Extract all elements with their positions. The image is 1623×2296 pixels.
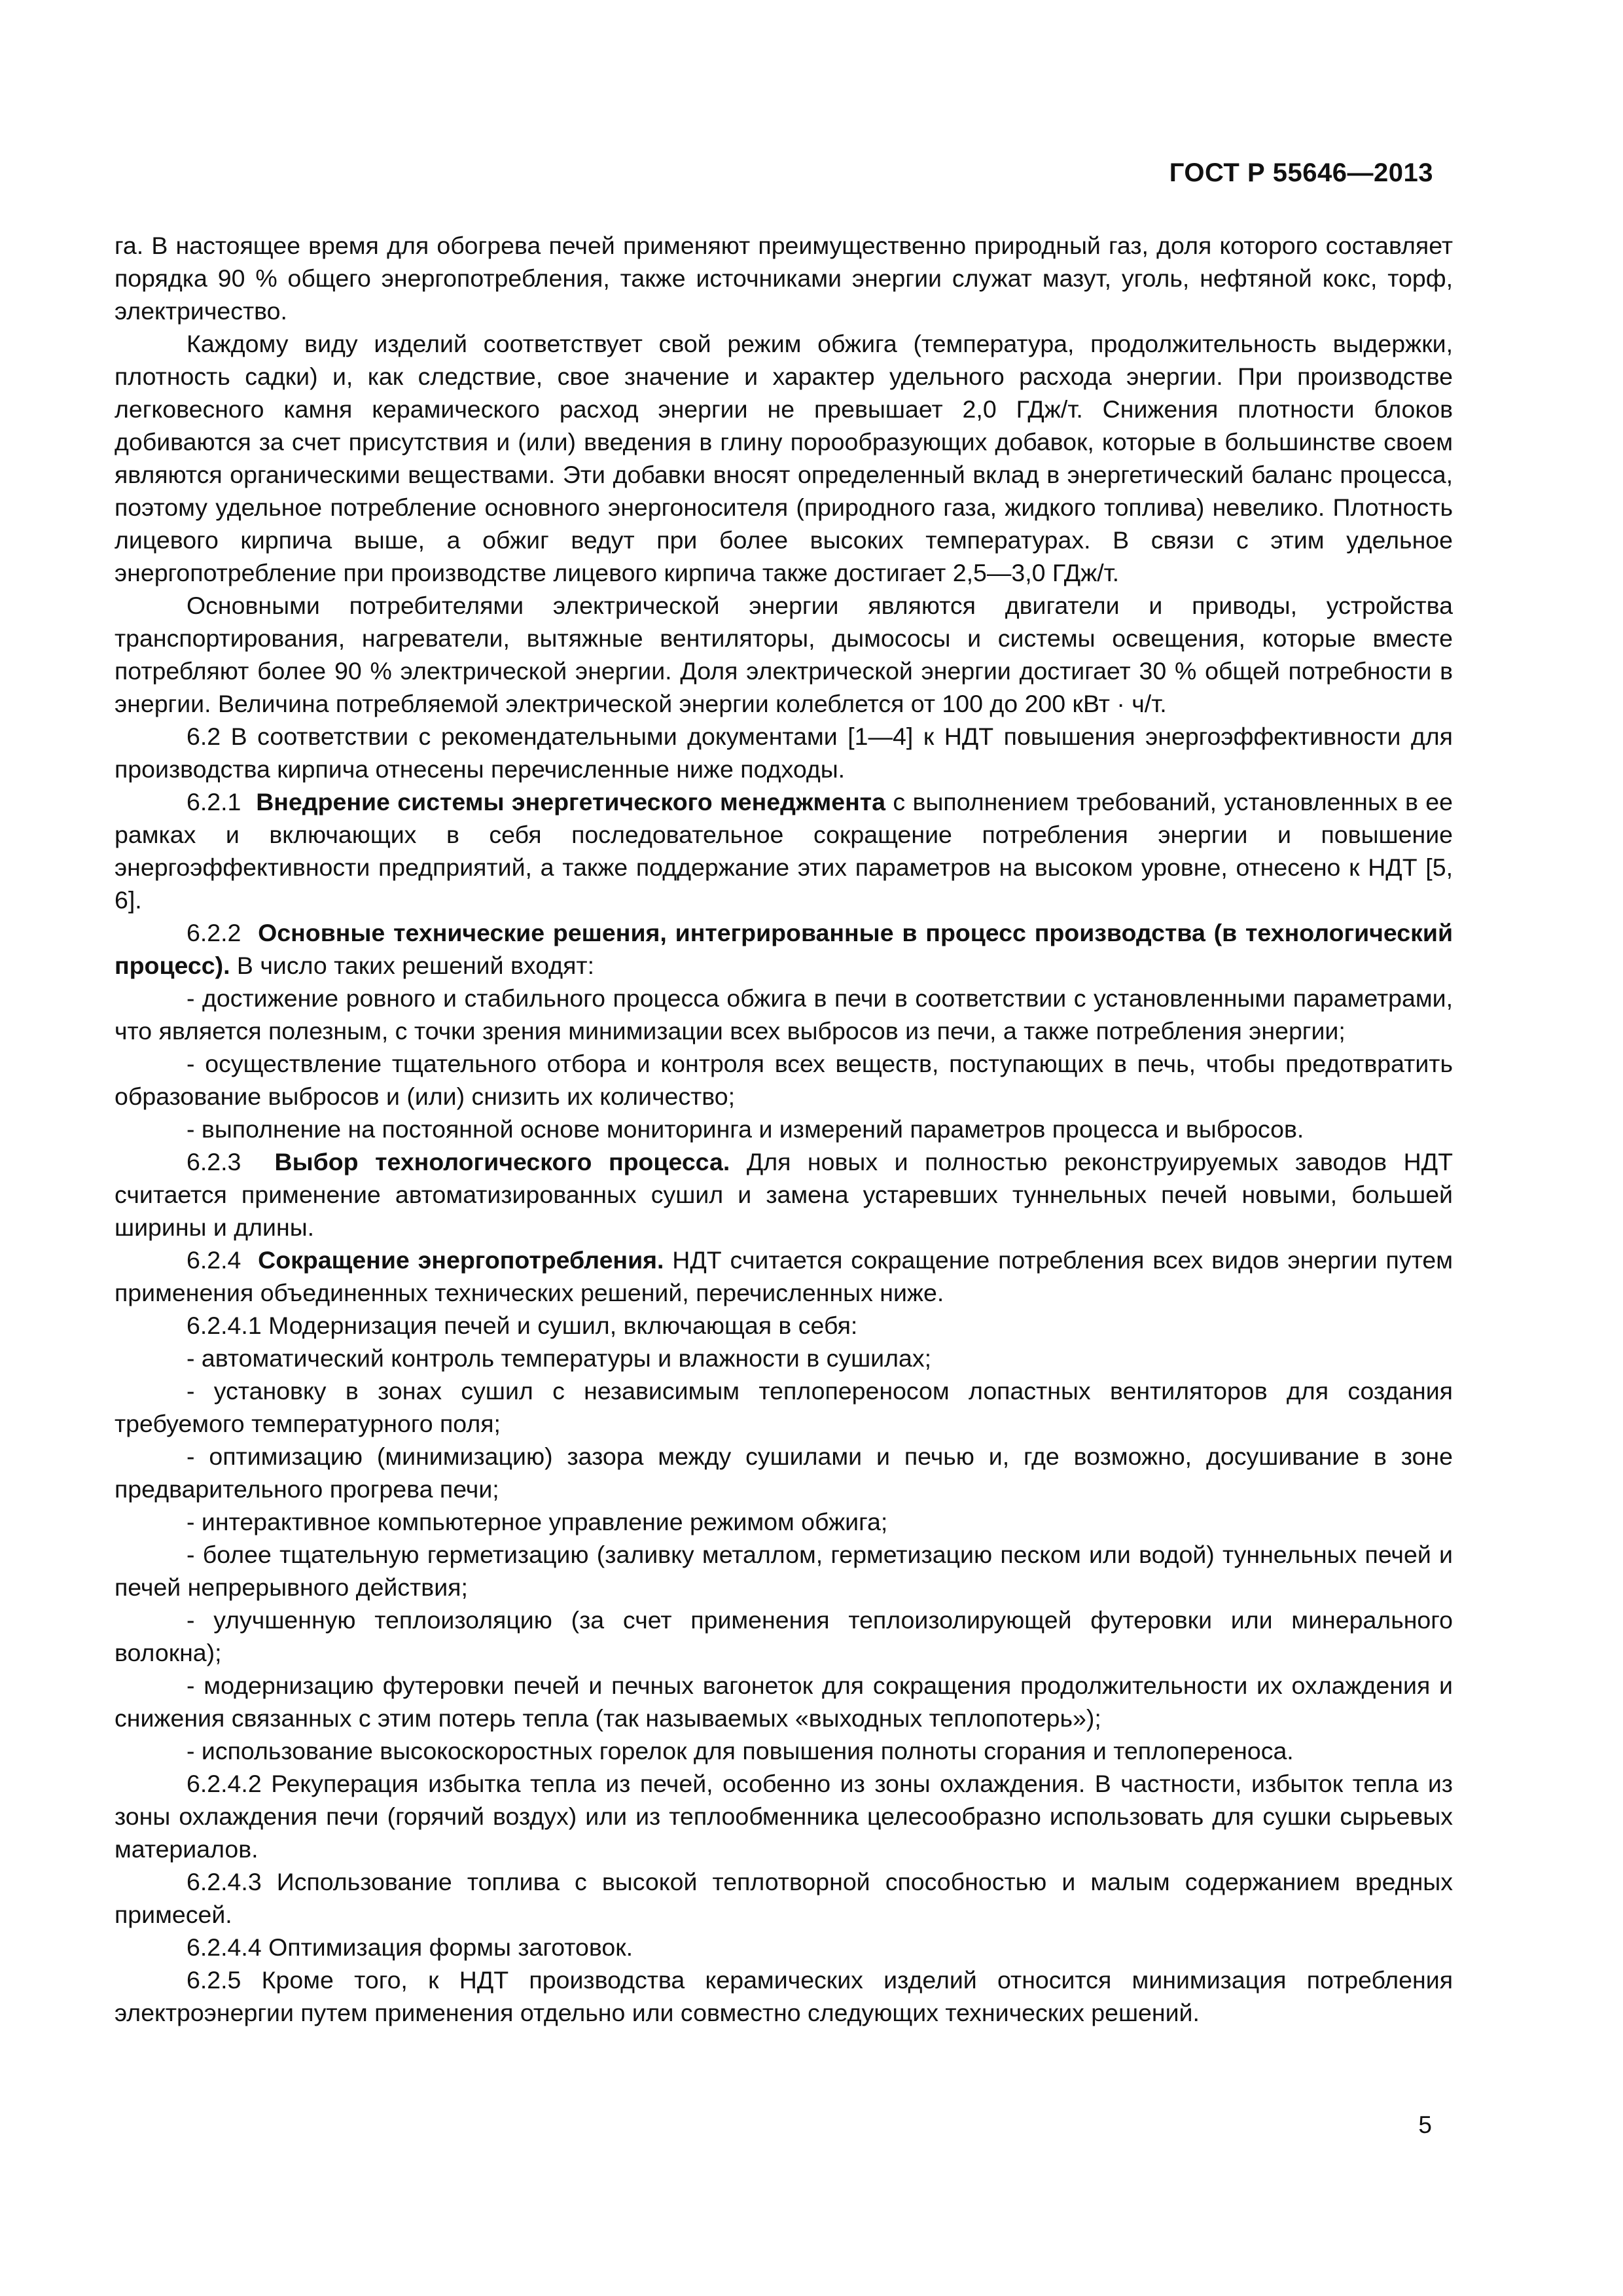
paragraph bbox=[115, 1734, 1453, 1767]
paragraph-text: - осуществление тщательного отбора и контроля всех веществ, поступающих в печь, чтобы предотвратить образование выбросов и (или) снизить их количество; bbox=[115, 1050, 1453, 1110]
paragraph-text: - автоматический контроль температуры и влажности в сушилах; bbox=[187, 1344, 932, 1372]
paragraph-text: - использование высокоскоростных горелок для повышения полноты сгорания и теплопереноса. bbox=[187, 1737, 1294, 1765]
paragraph bbox=[115, 1113, 1453, 1145]
paragraph-text: - оптимизацию (минимизацию) зазора между сушилами и печью и, где возможно, досушивание в зоне предварительного прогрева печи; bbox=[115, 1443, 1453, 1503]
paragraph bbox=[115, 1145, 1453, 1244]
section-number: 6.2.3 bbox=[187, 1148, 275, 1175]
paragraph bbox=[115, 229, 1453, 327]
paragraph-text: НДТ считается сокращение потребления всех видов энергии путем применения объединенных технических решений, перечисленных ниже. bbox=[115, 1246, 1453, 1306]
paragraph bbox=[115, 1604, 1453, 1669]
section-heading: Выбор технологического процесса. bbox=[274, 1148, 730, 1175]
paragraph bbox=[115, 1440, 1453, 1505]
paragraph-text: - модернизацию футеровки печей и печных вагонеток для сокращения продолжительности их охлаждения и снижения связанных с этим потерь тепла (так называемых «выходных теплопотерь»); bbox=[115, 1672, 1453, 1732]
paragraph bbox=[115, 916, 1453, 982]
paragraph-text: га. В настоящее время для обогрева печей применяют преимущественно природный газ, доля которого составляет порядка 90 % общего энергопотребления, также источниками энергии служат мазут, уголь, нефтяной кокс, торф, электричество. bbox=[115, 232, 1453, 325]
paragraph-text: - более тщательную герметизацию (заливку металлом, герметизацию песком или водой) туннельных печей и печей непрерывного действия; bbox=[115, 1541, 1453, 1601]
section-number: 6.2.2 bbox=[187, 919, 259, 946]
document-header: ГОСТ Р 55646—2013 bbox=[1169, 158, 1433, 187]
paragraph bbox=[115, 1374, 1453, 1440]
paragraph bbox=[115, 589, 1453, 720]
paragraph bbox=[115, 1047, 1453, 1113]
paragraph bbox=[115, 785, 1453, 916]
paragraph-text: Основными потребителями электрической энергии являются двигатели и приводы, устройства транспортирования, нагреватели, вытяжные вентиляторы, дымососы и системы освещения, которые вместе потребляют более 90 % электрической энергии. Доля электрической энергии достигает 30 % общей потребности в энергии. Величина потребляемой электрической энергии колеблется от 100 до 200 кВт · ч/т. bbox=[115, 592, 1453, 717]
paragraph-text: 6.2 В соответствии с рекомендательными документами [1—4] к НДТ повышения энергоэффективности для производства кирпича отнесены перечисленные ниже подходы. bbox=[115, 723, 1453, 783]
paragraph bbox=[115, 1505, 1453, 1538]
paragraph-text: Для новых и полностью реконструируемых заводов НДТ считается применение автоматизированных сушил и замена устаревших туннельных печей новыми, большей ширины и длины. bbox=[115, 1148, 1454, 1241]
paragraph bbox=[115, 720, 1453, 785]
section-number: 6.2.1 bbox=[187, 788, 257, 816]
paragraph bbox=[115, 1767, 1453, 1865]
section-number: 6.2.4 bbox=[187, 1246, 259, 1274]
paragraph-text: с выполнением требований, установленных в ее рамках и включающих в себя последовательное сокращение потребления энергии и повышение энергоэффективности предприятий, а также поддержание этих параметров на высоком уровне, отнесено к НДТ [5, 6]. bbox=[115, 788, 1454, 914]
paragraph-text: 6.2.4.4 Оптимизация формы заготовок. bbox=[187, 1933, 633, 1961]
paragraph-text: В число таких решений входят: bbox=[230, 952, 595, 979]
paragraph-text: Каждому виду изделий соответствует свой режим обжига (температура, продолжительность выдержки, плотность садки) и, как следствие, свое значение и характер удельного расхода энергии. При производстве легковесного камня керамического расход энергии не превышает 2,0 ГДж/т. Снижения плотности блоков добиваются за счет присутствия и (или) введения в глину порообразующих добавок, которые в большинстве своем являются органическими веществами. Эти добавки вносят определенный вклад в энергетический баланс процесса, поэтому удельное потребление основного энергоносителя (природного газа, жидкого топлива) невелико. Плотность лицевого кирпича выше, а обжиг ведут при более высоких температурах. В связи с этим удельное энергопотребление при производстве лицевого кирпича также достигает 2,5—3,0 ГДж/т. bbox=[115, 330, 1453, 586]
paragraph-text: 6.2.4.3 Использование топлива с высокой теплотворной способностью и малым содержанием вредных примесей. bbox=[115, 1868, 1453, 1928]
paragraph bbox=[115, 982, 1453, 1047]
paragraph-text: - достижение ровного и стабильного процесса обжига в печи в соответствии с установленными параметрами, что является полезным, с точки зрения минимизации всех выбросов из печи, а также потребления энергии; bbox=[115, 984, 1453, 1045]
paragraph bbox=[115, 1964, 1453, 2029]
paragraph bbox=[115, 1669, 1453, 1734]
paragraph bbox=[115, 1342, 1453, 1374]
section-heading: Внедрение системы энергетического менеджмента bbox=[256, 788, 885, 816]
paragraph bbox=[115, 1309, 1453, 1342]
document-body bbox=[115, 229, 1453, 2029]
paragraph bbox=[115, 1538, 1453, 1604]
paragraph-text: 6.2.4.2 Рекуперация избытка тепла из печей, особенно из зоны охлаждения. В частности, избыток тепла из зоны охлаждения печи (горячий воздух) или из теплообменника целесообразно использовать для сушки сырьевых материалов. bbox=[115, 1770, 1453, 1863]
paragraph-text: - улучшенную теплоизоляцию (за счет применения теплоизолирующей футеровки или минерального волокна); bbox=[115, 1606, 1453, 1666]
paragraph bbox=[115, 327, 1453, 589]
page-number: 5 bbox=[1418, 2111, 1432, 2138]
paragraph-text: - выполнение на постоянной основе мониторинга и измерений параметров процесса и выбросов. bbox=[187, 1115, 1304, 1143]
paragraph-text: 6.2.4.1 Модернизация печей и сушил, включающая в себя: bbox=[187, 1312, 858, 1339]
paragraph-text: - интерактивное компьютерное управление режимом обжига; bbox=[187, 1508, 888, 1535]
paragraph bbox=[115, 1931, 1453, 1964]
paragraph-text: 6.2.5 Кроме того, к НДТ производства керамических изделий относится минимизация потребления электроэнергии путем применения отдельно или совместно следующих технических решений. bbox=[115, 1966, 1453, 2026]
paragraph bbox=[115, 1244, 1453, 1309]
section-heading: Сокращение энергопотребления. bbox=[258, 1246, 664, 1274]
section-heading: Основные технические решения, интегрированные в процесс производства (в технологический процесс). bbox=[115, 919, 1454, 979]
paragraph bbox=[115, 1865, 1453, 1931]
paragraph-text: - установку в зонах сушил с независимым теплопереносом лопастных вентиляторов для создания требуемого температурного поля; bbox=[115, 1377, 1453, 1437]
